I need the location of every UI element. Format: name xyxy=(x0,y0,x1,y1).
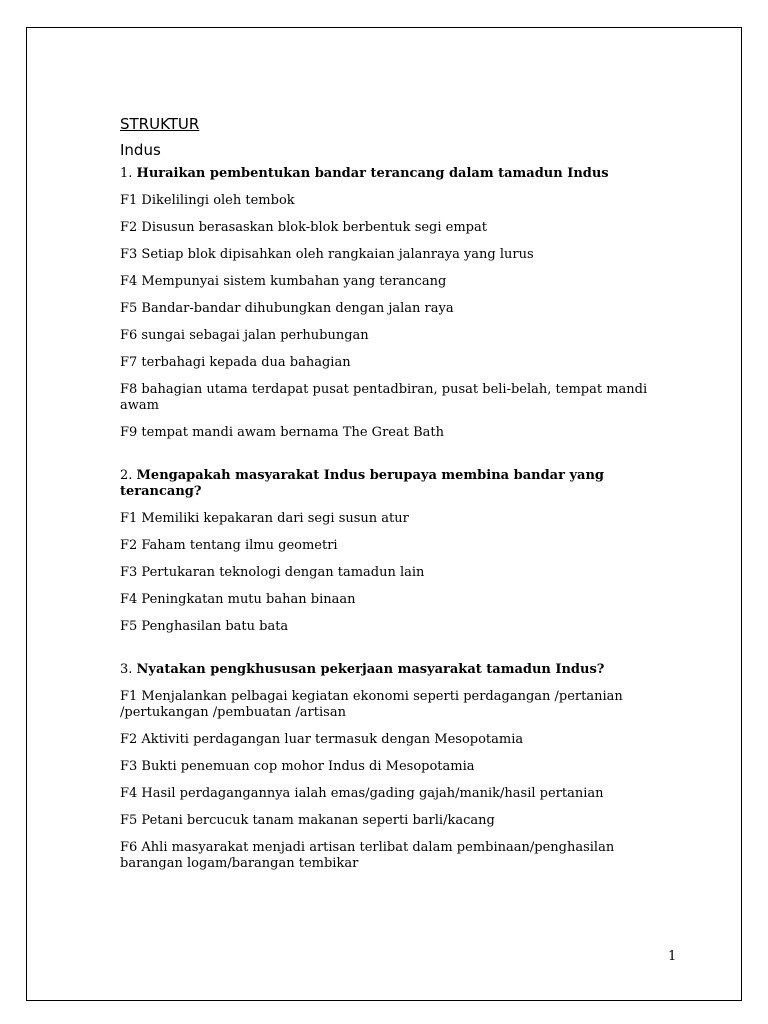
answer-point: F4 Hasil perdagangannya ialah emas/gading gajah/manik/hasil pertanian xyxy=(120,786,604,801)
question-text: Huraikan pembentukan bandar terancang dalam tamadun Indus xyxy=(136,166,609,181)
document-body xyxy=(120,114,680,883)
section-3 xyxy=(120,662,680,872)
section-spacer xyxy=(120,646,680,662)
question-number: 3. xyxy=(120,662,133,677)
document-heading: STRUKTUR xyxy=(120,115,200,133)
answer-point: F6 Ahli masyarakat menjadi artisan terlibat dalam pembinaan/penghasilan barangan logam/barangan tembikar xyxy=(120,840,615,871)
answer-point: F4 Peningkatan mutu bahan binaan xyxy=(120,592,356,607)
question-number: 1. xyxy=(120,166,133,181)
answer-point: F4 Mempunyai sistem kumbahan yang terancang xyxy=(120,274,447,289)
section-2 xyxy=(120,468,680,635)
answer-point: F3 Pertukaran teknologi dengan tamadun lain xyxy=(120,565,425,580)
answer-point: F2 Disusun berasaskan blok-blok berbentuk segi empat xyxy=(120,220,487,235)
question-number: 2. xyxy=(120,468,133,483)
answer-point: F1 Memiliki kepakaran dari segi susun atur xyxy=(120,511,409,526)
answer-point: F8 bahagian utama terdapat pusat pentadbiran, pusat beli-belah, tempat mandi awam xyxy=(120,382,648,413)
answer-point: F5 Bandar-bandar dihubungkan dengan jalan raya xyxy=(120,301,454,316)
question-text: Nyatakan pengkhususan pekerjaan masyarakat tamadun Indus? xyxy=(136,662,605,677)
answer-point: F1 Menjalankan pelbagai kegiatan ekonomi seperti perdagangan /pertanian /pertukangan /pembuatan /artisan xyxy=(120,689,623,720)
answer-point: F2 Faham tentang ilmu geometri xyxy=(120,538,338,553)
question-1 xyxy=(120,166,680,182)
answer-point: F7 terbahagi kepada dua bahagian xyxy=(120,355,351,370)
document-subheading: Indus xyxy=(120,141,161,159)
answer-point: F9 tempat mandi awam bernama The Great Bath xyxy=(120,425,444,440)
question-2 xyxy=(120,468,680,500)
question-3 xyxy=(120,662,680,678)
question-text: Mengapakah masyarakat Indus berupaya membina bandar yang terancang? xyxy=(120,468,604,499)
answer-point: F3 Bukti penemuan cop mohor Indus di Mesopotamia xyxy=(120,759,475,774)
page-number: 1 xyxy=(668,949,677,964)
answer-point: F2 Aktiviti perdagangan luar termasuk dengan Mesopotamia xyxy=(120,732,524,747)
document-page xyxy=(26,27,742,1001)
answer-point: F3 Setiap blok dipisahkan oleh rangkaian jalanraya yang lurus xyxy=(120,247,534,262)
section-1 xyxy=(120,166,680,441)
answer-point: F1 Dikelilingi oleh tembok xyxy=(120,193,295,208)
section-spacer xyxy=(120,452,680,468)
answer-point: F5 Penghasilan batu bata xyxy=(120,619,289,634)
answer-point: F6 sungai sebagai jalan perhubungan xyxy=(120,328,369,343)
answer-point: F5 Petani bercucuk tanam makanan seperti barli/kacang xyxy=(120,813,495,828)
